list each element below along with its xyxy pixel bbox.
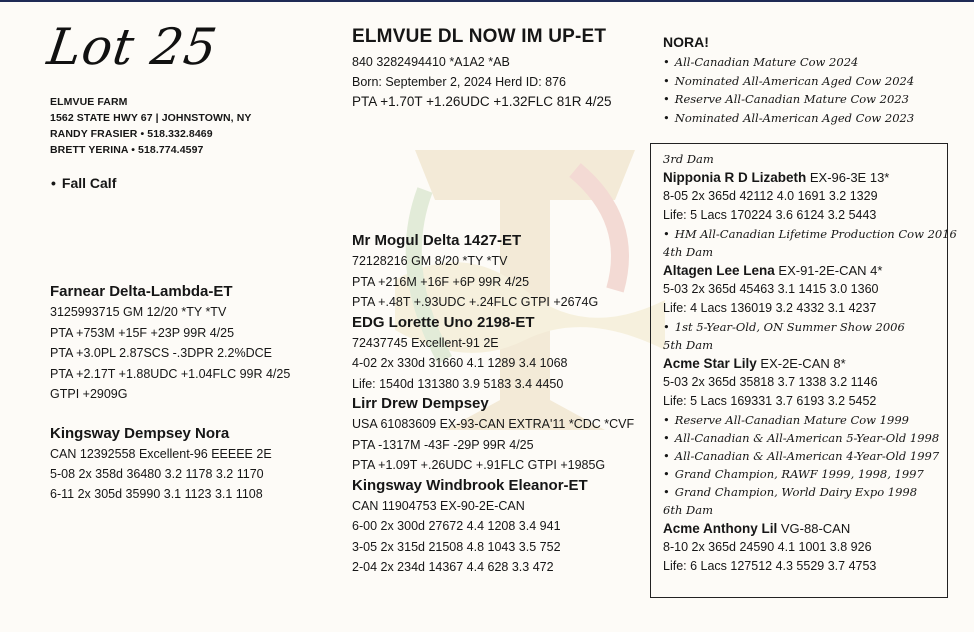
fall-calf-text: Fall Calf	[61, 175, 117, 191]
fifth-dam-line: 5-03 2x 365d 35818 3.7 1338 3.2 1146	[663, 375, 878, 389]
third-dam-label: 3rd Dam	[663, 152, 714, 166]
dams-sire-name: Lirr Drew Dempsey	[352, 395, 489, 412]
grand-dam-line: 2-04 2x 234d 14367 4.4 628 3.3 472	[352, 560, 554, 574]
nora-award: • Nominated All-American Aged Cow 2024	[663, 73, 915, 88]
third-dam-line: Life: 5 Lacs 170224 3.6 6124 3.2 5443	[663, 208, 877, 222]
sires-sire-line: PTA +216M +16F +6P 99R 4/25	[352, 274, 530, 289]
farm-contact-brett: BRETT YERINA • 518.774.4597	[50, 144, 204, 156]
sixth-dam-line: Life: 6 Lacs 127512 4.3 5529 3.7 4753	[663, 559, 877, 573]
nora-award: • Nominated All-American Aged Cow 2023	[663, 110, 915, 125]
sire-line: 3125993715 GM 12/20 *TY *TV	[50, 305, 227, 319]
lot-title: Lot 25	[43, 18, 221, 76]
fifth-dam-label: 5th Dam	[663, 338, 713, 352]
fourth-dam-label: 4th Dam	[663, 245, 713, 259]
fourth-dam-line: 5-03 2x 365d 45463 3.1 1415 3.0 1360	[663, 282, 879, 296]
sixth-dam-line: 8-10 2x 365d 24590 4.1 1001 3.8 926	[663, 540, 872, 554]
sires-sire-line: PTA +.48T +.93UDC +.24FLC GTPI +2674G	[352, 295, 599, 309]
grand-dam-line: 3-05 2x 315d 21508 4.8 1043 3.5 752	[352, 539, 561, 554]
sixth-dam-title: Acme Anthony Lil VG-88-CAN	[663, 521, 851, 536]
farm-address: 1562 STATE HWY 67 | JOHNSTOWN, NY	[50, 112, 252, 124]
farm-contact-randy: RANDY FRASIER • 518.332.8469	[50, 128, 213, 140]
farm-info	[50, 94, 252, 158]
sire-line: GTPI +2909G	[50, 387, 128, 401]
third-dam-title: Nipponia R D Lizabeth EX-96-3E 13*	[663, 170, 890, 185]
sire-line: PTA +753M +15F +23P 99R 4/25	[50, 325, 235, 340]
mid-pedigree	[352, 231, 634, 578]
sire-name: Farnear Delta-Lambda-ET	[50, 283, 233, 300]
bullet-icon: •	[51, 175, 56, 191]
animal-header	[352, 26, 612, 112]
sire-line: PTA +3.0PL 2.87SCS -.3DPR 2.2%DCE	[50, 346, 272, 360]
fourth-dam-title: Altagen Lee Lena EX-91-2E-CAN 4*	[663, 263, 883, 278]
dam-line: 6-11 2x 305d 35990 3.1 1123 3.1 1108	[50, 487, 263, 501]
dam-line: CAN 12392558 Excellent-96 EEEEE 2E	[50, 447, 272, 461]
nora-award: • All-Canadian Mature Cow 2024	[663, 55, 859, 69]
third-dam-line: 8-05 2x 365d 42112 4.0 1691 3.2 1329	[663, 189, 878, 203]
grand-dam-line: 6-00 2x 300d 27672 4.4 1208 3.4 941	[352, 519, 561, 533]
animal-registration: 840 3282494410 *A1A2 *AB	[352, 55, 510, 69]
grand-dam-line: CAN 11904753 EX-90-2E-CAN	[352, 498, 525, 513]
sire-line: PTA +2.17T +1.88UDC +1.04FLC 99R 4/25	[50, 366, 291, 381]
sires-sire-name: Mr Mogul Delta 1427-ET	[352, 232, 522, 249]
fall-calf-label	[51, 175, 116, 191]
dams-sire-line: USA 61083609 EX-93-CAN EXTRA'11 *CDC *CVF	[352, 417, 635, 431]
sires-dam-line: 4-02 2x 330d 31660 4.1 1289 3.4 1068	[352, 356, 568, 370]
nora-heading: NORA!	[663, 34, 709, 50]
dams-sire-line: PTA +1.09T +.26UDC +.91FLC GTPI +1985G	[352, 458, 606, 472]
fifth-dam-award: • All-Canadian & All-American 5-Year-Old 1998	[663, 431, 940, 445]
sires-sire-line: 72128216 GM 8/20 *TY *TV	[352, 254, 508, 268]
dams-box	[650, 143, 957, 598]
third-dam-award: • HM All-Canadian Lifetime Production Cow 2016	[663, 227, 957, 241]
farm-name: ELMVUE FARM	[50, 96, 128, 108]
animal-name: ELMVUE DL NOW IM UP-ET	[352, 26, 607, 47]
fifth-dam-award: • All-Canadian & All-American 4-Year-Old 1997	[663, 449, 940, 463]
grand-dam-name: Kingsway Windbrook Eleanor-ET	[352, 476, 588, 494]
dams-sire-line: PTA -1317M -43F -29P 99R 4/25	[352, 437, 534, 452]
dam-line: 5-08 2x 358d 36480 3.2 1178 3.2 1170	[50, 467, 264, 481]
fifth-dam-award: • Reserve All-Canadian Mature Cow 1999	[663, 413, 909, 427]
sires-dam-name: EDG Lorette Uno 2198-ET	[352, 313, 535, 331]
fourth-dam-award: • 1st 5-Year-Old, ON Summer Show 2006	[663, 320, 905, 334]
dam-name: Kingsway Dempsey Nora	[50, 425, 230, 442]
dam-block	[50, 424, 272, 504]
fifth-dam-award: • Grand Champion, World Dairy Expo 1998	[663, 485, 918, 499]
fifth-dam-line: Life: 5 Lacs 169331 3.7 6193 3.2 5452	[663, 394, 877, 408]
top-border-line	[0, 0, 974, 2]
animal-pta: PTA +1.70T +1.26UDC +1.32FLC 81R 4/25	[352, 94, 612, 109]
sixth-dam-label: 6th Dam	[663, 503, 713, 517]
fifth-dam-title: Acme Star Lily EX-2E-CAN 8*	[663, 356, 846, 371]
fifth-dam-award: • Grand Champion, RAWF 1999, 1998, 1997	[663, 467, 924, 481]
sires-dam-line: Life: 1540d 131380 3.9 5183 3.4 4450	[352, 376, 564, 391]
fourth-dam-line: Life: 4 Lacs 136019 3.2 4332 3.1 4237	[663, 301, 877, 315]
animal-born: Born: September 2, 2024 Herd ID: 876	[352, 75, 567, 89]
sire-block	[50, 282, 290, 405]
nora-highlights	[663, 34, 914, 127]
sires-dam-line: 72437745 Excellent-91 2E	[352, 335, 499, 350]
nora-award: • Reserve All-Canadian Mature Cow 2023	[663, 92, 909, 107]
